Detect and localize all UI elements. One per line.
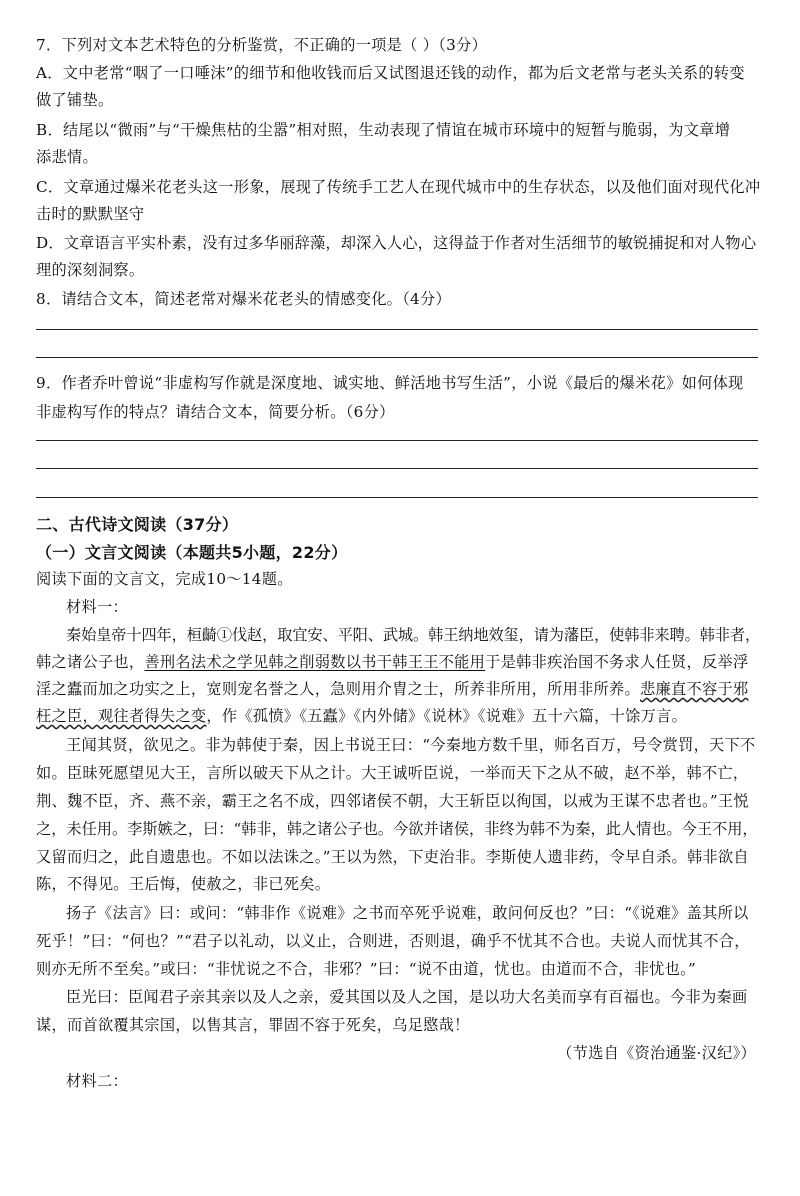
answer-line (36, 497, 758, 498)
paragraph-line: 淫之蠹而加之功实之上，宽则宠名誉之人，急则用介胄之士，所养非所用，所用非所养。悲廉直不容于邪 (36, 680, 749, 698)
paragraph-line: 则亦无所不至矣。”或曰：“非忧说之不合，非邪？”曰：“说不由道，忧也。由道而不合，非忧也。” (36, 960, 697, 978)
material1-label: 材料一： (66, 598, 128, 616)
material2-label: 材料二： (66, 1072, 128, 1090)
paragraph-line: 死乎！”曰：“何也？”“君子以礼动，以义止，合则进，否则退，确乎不忧其不合也。夫说人而忧其不合， (36, 932, 750, 950)
answer-line (36, 329, 758, 330)
q7-option-a-line2: 做了铺垫。 (36, 91, 114, 109)
paragraph-line: 韩之诸公子也，善刑名法术之学见韩之削弱数以书干韩王王不能用于是韩非疾治国不务求人任贤，反举浮 (36, 653, 749, 671)
paragraph-line: 谋，而首欲覆其宗国，以售其言，罪固不容于死矣，乌足愍哉！ (36, 1016, 470, 1034)
answer-line (36, 468, 758, 469)
q7-option-c-line2: 击时的默默坚守 (36, 205, 145, 223)
paragraph-line: 之，未任用。李斯嫉之，曰：“韩非，韩之诸公子也。今欲并诸侯，非终为韩不为秦，此人情也。今王不用， (36, 820, 758, 838)
q7-option-b-line1: B．结尾以“微雨”与“干燥焦枯的尘嚣”相对照，生动表现了情谊在城市环境中的短暂与脆弱，为文章增 (36, 121, 731, 139)
paragraph-line: 臣光曰：臣闻君子亲其亲以及人之亲，爱其国以及人之国，是以功大名美而享有百福也。今非为秦画 (66, 988, 748, 1006)
paragraph-line: 陈，不得见。王后悔，使赦之，非已死矣。 (36, 875, 331, 893)
q7-option-c-line1: C．文章通过爆米花老头这一形象，展现了传统手工艺人在现代城市中的生存状态，以及他们面对现代化冲 (36, 178, 761, 196)
q8-stem: 8．请结合文本，简述老常对爆米花老头的情感变化。（4分） (36, 290, 452, 308)
paragraph-line: 又留而归之，此自遗患也。不如以法诛之。”王以为然，下吏治非。李斯使人遗非药，令早自杀。韩非欲自 (36, 848, 749, 866)
q7-option-d-line2: 理的深刻洞察。 (36, 261, 145, 279)
q7-stem: 7．下列对文本艺术特色的分析鉴赏，不正确的一项是（ ）（3分） (36, 36, 488, 54)
paragraph-line: 秦始皇帝十四年，桓齮①伐赵，取宜安、平阳、武城。韩王纳地效玺，请为藩臣，使韩非来聘。韩非者， (66, 626, 761, 644)
answer-line (36, 440, 758, 441)
paragraph-line: 扬子《法言》曰：或问：“韩非作《说难》之书而卒死乎说难，敢问何反也？”曰：“《说难》盖其所以 (66, 904, 749, 922)
q7-option-d-line1: D．文章语言平实朴素，没有过多华丽辞藻，却深入人心，这得益于作者对生活细节的敏锐捕捉和对人物心 (36, 234, 757, 252)
paragraph-line: 王闻其贤，欲见之。非为韩使于秦，因上书说王曰：“今秦地方数千里，师名百万，号令赏罚，天下不 (66, 736, 756, 754)
instruction: 阅读下面的文言文，完成10～14题。 (36, 570, 293, 588)
paragraph-line: 如。臣昧死愿望见大王，言所以破天下从之计。大王诚听臣说，一举而天下之从不破，赵不举，韩不亡， (36, 764, 749, 782)
section-subtitle: （一）文言文阅读（本题共5小题，22分） (36, 543, 348, 562)
paragraph-line: 荆、魏不臣，齐、燕不亲，霸王之名不成，四邻诸侯不朝，大王斩臣以徇国，以戒为王谋不忠者也。”王悦 (36, 792, 749, 810)
q9-stem-line1: 9．作者乔叶曾说“非虚构写作就是深度地、诚实地、鲜活地书写生活”，小说《最后的爆米花》如何体现 (36, 374, 744, 392)
answer-line (36, 357, 758, 358)
wavy-underlined-sentence: 悲廉直不容于邪 (640, 680, 749, 698)
q9-stem-line2: 非虚构写作的特点？请结合文本，简要分析。（6分） (36, 403, 395, 421)
section-title: 二、古代诗文阅读（37分） (36, 515, 239, 534)
paragraph-line: 枉之臣，观往者得失之变，作《孤愤》《五蠹》《内外储》《说林》《说难》五十六篇，十馀万言。 (36, 707, 688, 725)
underlined-sentence: 善刑名法术之学见韩之削弱数以书干韩王王不能用 (144, 653, 486, 671)
q7-option-b-line2: 添悲情。 (36, 148, 98, 166)
wavy-underlined-sentence: 枉之臣，观往者得失之变 (36, 707, 207, 725)
source-citation: （节选自《资治通鉴·汉纪》） (557, 1044, 756, 1062)
q7-option-a-line1: A．文中老常“咽了一口唾沫”的细节和他收钱而后又试图退还钱的动作，都为后文老常与老头关系的转变 (36, 64, 745, 82)
